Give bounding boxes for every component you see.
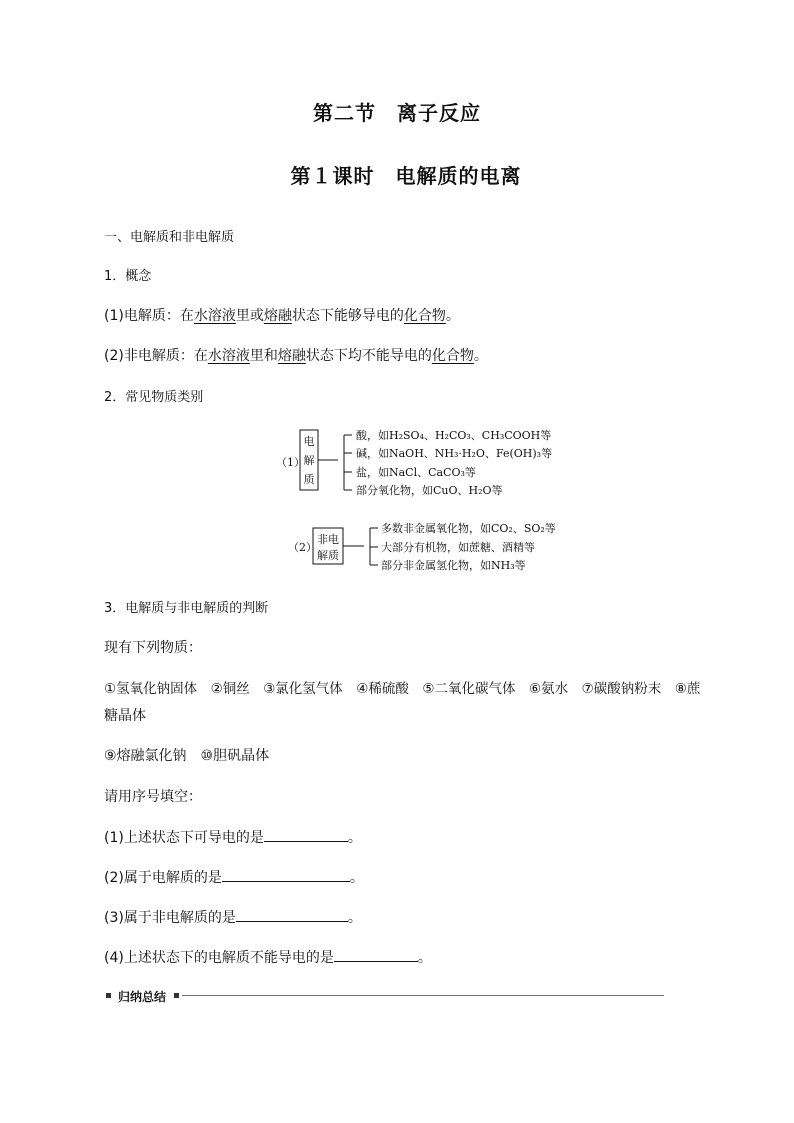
- def2-suffix: 。: [473, 348, 488, 364]
- summary-bar: [104, 990, 664, 1004]
- def1-underline-1: 水溶液: [193, 308, 236, 324]
- def1-suffix: 。: [445, 308, 460, 324]
- group2-marker: （2）: [288, 541, 317, 554]
- part1-heading: 一、电解质和非电解质: [104, 230, 235, 245]
- definition-nonelectrolyte: [104, 345, 488, 365]
- def2-underline-1: 水溶液: [207, 348, 250, 364]
- group2-item-hydride: 部分非金属氢化物，如NH₃等: [381, 559, 526, 572]
- question-3-text: (3)属于非电解质的是: [104, 910, 236, 926]
- question-4: [104, 947, 432, 967]
- answer-blank-1[interactable]: [264, 827, 348, 842]
- def1-underline-3: 化合物: [403, 308, 446, 324]
- concept-heading: 1．概念: [104, 269, 152, 284]
- question-3: [104, 907, 362, 927]
- substances-line-3: ⑨熔融氯化钠 ⑩胆矾晶体: [104, 748, 270, 764]
- question-1: [104, 827, 362, 847]
- group1-box-char-2: 解: [303, 454, 315, 467]
- part3-heading: 3．电解质与非电解质的判断: [104, 601, 269, 616]
- def2-prefix: (2)非电解质：在: [104, 348, 208, 364]
- group1-item-acid: 酸，如H₂SO₄、H₂CO₃、CH₃COOH等: [356, 429, 552, 442]
- question-4-end: 。: [417, 950, 432, 966]
- def1-mid-1: 里或: [235, 308, 264, 324]
- question-1-end: 。: [347, 830, 362, 846]
- question-3-end: 。: [347, 910, 362, 926]
- substances-line-2: 糖晶体: [104, 708, 146, 724]
- group2-item-oxide: 多数非金属氧化物，如CO₂、SO₂等: [381, 522, 556, 535]
- answer-blank-3[interactable]: [236, 907, 348, 922]
- classification-diagram: [260, 420, 580, 580]
- group2-box-line-2: 解质: [317, 549, 339, 562]
- group1-item-salt: 盐，如NaCl、CaCO₃等: [356, 466, 476, 479]
- question-1-text: (1)上述状态下可导电的是: [104, 830, 264, 846]
- question-2-text: (2)属于电解质的是: [104, 870, 222, 886]
- square-bullet-icon: [174, 993, 179, 998]
- section-title: 第二节 离子反应: [313, 101, 481, 125]
- group1-item-base: 碱，如NaOH、NH₃·H₂O、Fe(OH)₃等: [356, 447, 553, 460]
- group1-box-char-3: 质: [303, 473, 315, 486]
- summary-label: 归纳总结: [118, 990, 167, 1004]
- group1-item-oxide: 部分氧化物，如CuO、H₂O等: [356, 484, 503, 497]
- group2-box-line-1: 非电: [317, 533, 339, 546]
- group1-box-char-1: 电: [303, 435, 315, 448]
- def2-underline-3: 化合物: [431, 348, 474, 364]
- def2-mid-1: 里和: [249, 348, 278, 364]
- fill-instruction: 请用序号填空：: [104, 789, 202, 805]
- group1-marker: （1）: [276, 456, 305, 469]
- answer-blank-4[interactable]: [334, 947, 418, 962]
- def1-prefix: (1)电解质：在: [104, 308, 194, 324]
- question-2-end: 。: [349, 870, 364, 886]
- answer-blank-2[interactable]: [222, 867, 350, 882]
- group2-item-organic: 大部分有机物，如蔗糖、酒精等: [381, 541, 535, 554]
- question-2: [104, 867, 364, 887]
- definition-electrolyte: [104, 305, 460, 325]
- def1-underline-2: 熔融: [263, 308, 292, 324]
- def2-underline-2: 熔融: [277, 348, 306, 364]
- lesson-title: 第１课时 电解质的电离: [290, 164, 522, 188]
- def2-mid-2: 状态下均不能导电的: [305, 348, 432, 364]
- categories-heading: 2．常见物质类别: [104, 390, 204, 405]
- square-bullet-icon: [106, 993, 111, 998]
- summary-divider: [182, 995, 664, 996]
- part3-intro: 现有下列物质：: [104, 640, 202, 656]
- question-4-text: (4)上述状态下的电解质不能导电的是: [104, 950, 334, 966]
- substances-line-1: ①氢氧化钠固体 ②铜丝 ③氯化氢气体 ④稀硫酸 ⑤二氧化碳气体 ⑥氨水 ⑦碳酸钠粉末 ⑧蔗: [104, 681, 701, 697]
- def1-mid-2: 状态下能够导电的: [291, 308, 404, 324]
